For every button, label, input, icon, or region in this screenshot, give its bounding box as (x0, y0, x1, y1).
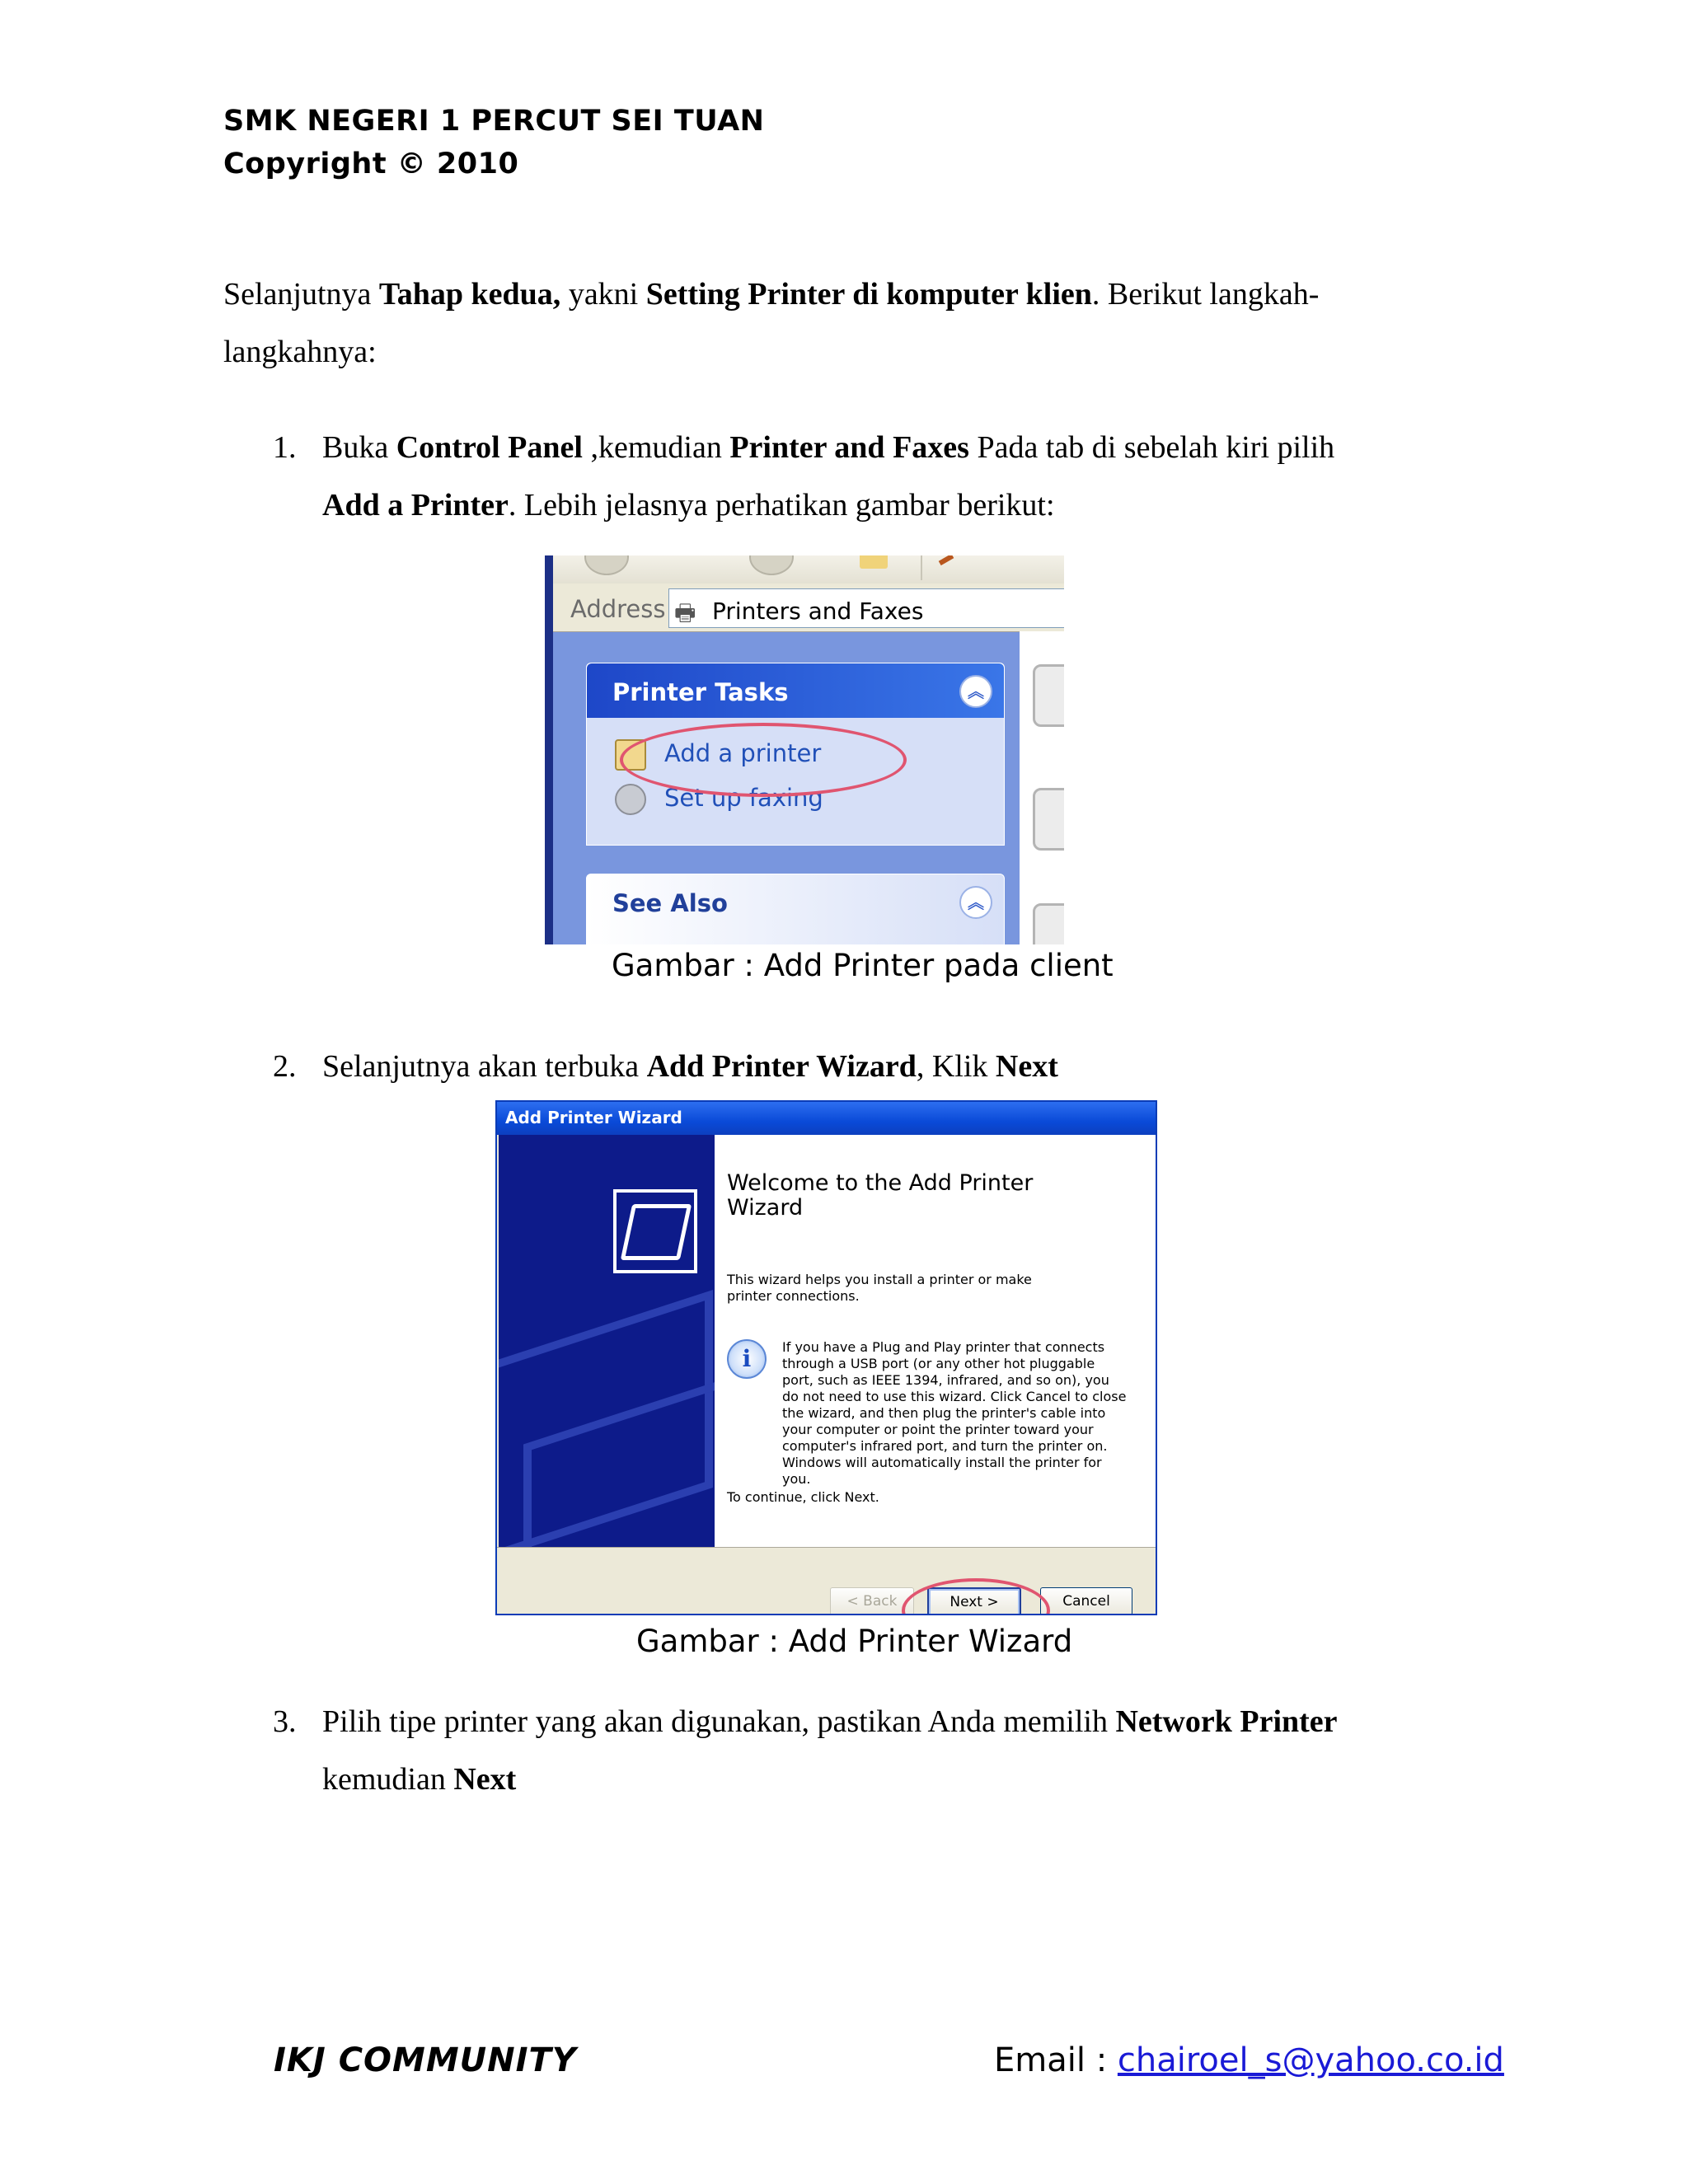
add-a-printer-link[interactable]: Add a printer (664, 739, 822, 767)
address-bar (545, 583, 1064, 632)
wizard-content (715, 1135, 1156, 1547)
wizard-info-text: If you have a Plug and Play printer that connects through a USB port (or any other hot pluggable port, such as IEEE 1394, infrared, and so on), you do not need to use this wizard. Click Cancel to close the wizard, and then plug the printer's cable into your computer or point the printer toward your computer's infrared port, and turn the printer on. Windows will automatically install the printer for you. (782, 1339, 1127, 1487)
highlight-oval (620, 723, 907, 797)
wizard-heading: Welcome to the Add Printer Wizard (727, 1170, 1034, 1221)
school-name: SMK NEGERI 1 PERCUT SEI TUAN (223, 105, 765, 138)
info-icon: i (727, 1339, 767, 1379)
add-printer-wizard-screenshot (495, 1100, 1157, 1615)
forward-button-icon[interactable] (749, 555, 794, 575)
fax-icon (615, 784, 646, 815)
step-2-number: 2. (273, 1049, 297, 1084)
see-also-panel (586, 874, 1005, 944)
step-1-number: 1. (273, 430, 297, 465)
printer-icon[interactable] (1033, 903, 1064, 944)
footer-community: IKJ COMMUNITY (274, 2041, 577, 2079)
wizard-title: Add Printer Wizard (505, 1108, 682, 1127)
wizard-continue-text: To continue, click Next. (727, 1489, 879, 1505)
printers-and-faxes-screenshot (545, 555, 1064, 944)
printer-tasks-panel (586, 663, 1005, 846)
folder-icon[interactable] (860, 555, 888, 569)
printers-list-pane (1020, 631, 1064, 944)
email-link[interactable]: chairoel_s@yahoo.co.id (1117, 2041, 1504, 2079)
toolbar (545, 555, 1064, 583)
back-button[interactable]: < Back (830, 1587, 914, 1615)
wizard-button-bar (497, 1547, 1156, 1615)
back-button-icon[interactable] (584, 555, 629, 575)
copyright: Copyright © 2010 (223, 148, 519, 180)
address-label: Address (570, 595, 666, 623)
printer-folder-icon: 🖶 (674, 599, 696, 626)
see-also-title: See Also (612, 889, 728, 917)
printer-icon[interactable] (1033, 664, 1064, 727)
toolbar-separator (921, 555, 922, 580)
wizard-titlebar (497, 1102, 1156, 1135)
printer-wizard-icon (613, 1189, 697, 1273)
intro-paragraph (223, 265, 1443, 381)
printer-icon[interactable] (1033, 788, 1064, 851)
set-up-faxing-link[interactable]: Set up faxing (664, 784, 823, 812)
address-field[interactable] (668, 588, 1064, 628)
step-3-text: Pilih tipe printer yang akan digunakan, pastikan Anda memilih Network Printer kemudian Next (322, 1704, 1338, 1797)
intro-line-2: langkahnya: (223, 335, 377, 369)
cancel-button[interactable]: Cancel (1040, 1587, 1132, 1615)
email-label: Email : (994, 2041, 1118, 2079)
step-3-number: 3. (273, 1704, 297, 1739)
next-button[interactable]: Next > (927, 1587, 1021, 1615)
footer-email (994, 2041, 1504, 2079)
window-edge (545, 555, 553, 944)
caption-2: Gambar : Add Printer Wizard (636, 1624, 1073, 1659)
collapse-chevron-icon[interactable]: ︽ (959, 886, 992, 919)
caption-1: Gambar : Add Printer pada client (612, 948, 1114, 983)
address-value: Printers and Faxes (712, 598, 924, 625)
edit-icon[interactable] (939, 555, 954, 565)
highlight-oval (902, 1578, 1050, 1615)
step-2-text: Selanjutnya akan terbuka Add Printer Wizard, Klik Next (322, 1049, 1058, 1084)
wizard-banner (499, 1135, 715, 1547)
printer-tasks-header[interactable] (587, 663, 1004, 718)
printer-tasks-title: Printer Tasks (612, 678, 789, 706)
intro-line-1: Selanjutnya Tahap kedua, yakni Setting Printer di komputer klien. Berikut langkah- (223, 277, 1320, 312)
step-1-text: Buka Control Panel ,kemudian Printer and Faxes Pada tab di sebelah kiri pilih Add a Printer. Lebih jelasnya perhatikan gambar berikut: (322, 430, 1335, 523)
collapse-chevron-icon[interactable]: ︽ (959, 675, 992, 708)
wizard-intro: This wizard helps you install a printer or make printer connections. (727, 1272, 1032, 1304)
